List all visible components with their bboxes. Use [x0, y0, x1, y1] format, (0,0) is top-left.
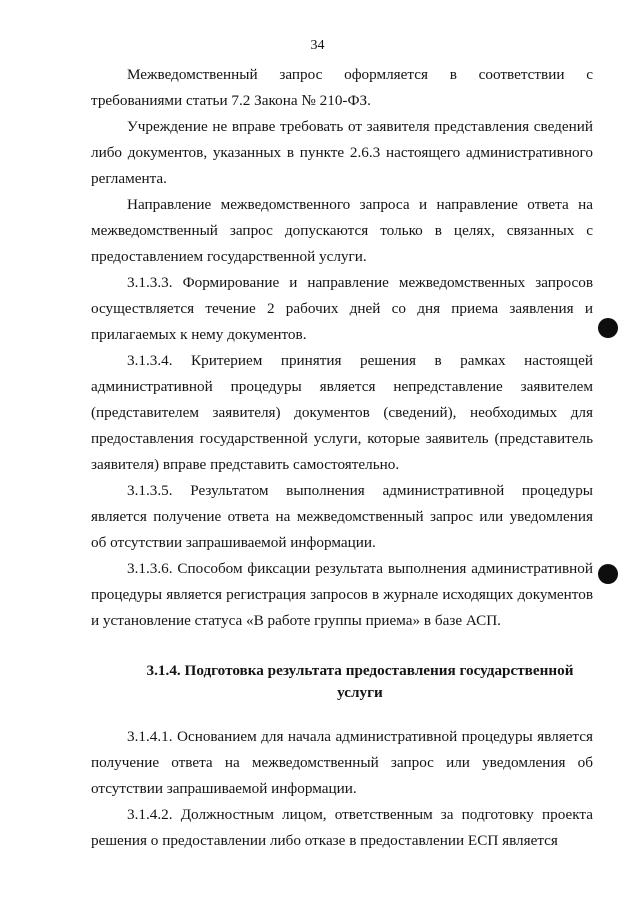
paragraph-interagency-request-format: Межведомственный запрос оформляется в соответствии с требованиями статьи 7.2 Закона № 210-ФЗ.	[91, 66, 593, 109]
section-spacer-top	[91, 634, 593, 660]
section-spacer-bottom	[91, 704, 593, 724]
punch-hole-lower	[598, 564, 618, 584]
paragraph-3-1-4-1: 3.1.4.1. Основанием для начала административной процедуры является получение ответа на межведомственный запрос или уведомления об отсутствии запрашиваемой информации.	[91, 728, 593, 797]
paragraph-3-1-3-3: 3.1.3.3. Формирование и направление межведомственных запросов осуществляется течение 2 рабочих дней со дня приема заявления и прилагаемых к нему документов.	[91, 274, 593, 343]
punch-hole-upper	[598, 318, 618, 338]
page-number: 34	[310, 38, 325, 53]
paragraph-3-1-3-4: 3.1.3.4. Критерием принятия решения в рамках настоящей административной процедуры является непредставление заявителем (представителем заявителя) документов (сведений), необходимых для предоставления государственной услуги, которые заявитель (представитель заявителя) вправе представить самостоятельно.	[91, 352, 593, 473]
paragraph-3-1-4-2: 3.1.4.2. Должностным лицом, ответственным за подготовку проекта решения о предоставлении либо отказе в предоставлении ЕСП является	[91, 806, 593, 849]
section-heading-3-1-4: 3.1.4. Подготовка результата предоставления государственной услуги	[146, 662, 574, 701]
paragraph-3-1-3-6: 3.1.3.6. Способом фиксации результата выполнения административной процедуры является регистрация запросов в журнале исходящих документов и установление статуса «В работе группы приема» в базе АСП.	[91, 560, 593, 629]
paragraph-no-extra-documents: Учреждение не вправе требовать от заявителя представления сведений либо документов, указанных в пункте 2.6.3 настоящего административного регламента.	[91, 118, 593, 187]
paragraph-request-purpose: Направление межведомственного запроса и направление ответа на межведомственный запрос допускаются только в целях, связанных с предоставлением государственной услуги.	[91, 196, 593, 265]
paragraph-3-1-3-5: 3.1.3.5. Результатом выполнения административной процедуры является получение ответа на межведомственный запрос или уведомления об отсутствии запрашиваемой информации.	[91, 482, 593, 551]
document-body	[91, 62, 593, 854]
